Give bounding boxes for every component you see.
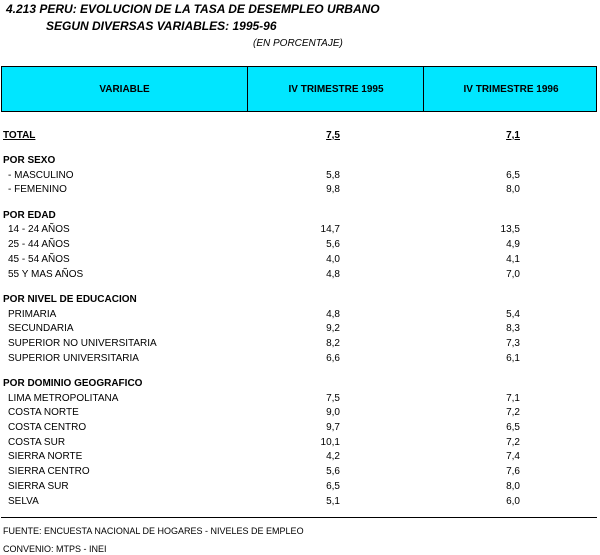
table-row [0,184,600,199]
value-1995: 6,6 [326,353,340,364]
row-label: SUPERIOR UNIVERSITARIA [8,353,139,364]
value-1996: 4,9 [506,239,520,250]
table-row [0,422,600,437]
header-variable: VARIABLE [99,83,150,95]
total-row [0,130,600,145]
value-1996: 6,5 [506,422,520,433]
value-1995: 4,8 [326,309,340,320]
table-bottom-rule [1,517,597,518]
value-1996: 4,1 [506,254,520,265]
table-row [0,254,600,269]
table-row [0,309,600,324]
row-label: 45 - 54 AÑOS [8,254,70,265]
table-row [0,269,600,284]
row-label: COSTA SUR [8,437,66,448]
value-1996: 5,4 [506,309,520,320]
row-label: SUPERIOR NO UNIVERSITARIA [8,338,157,349]
header-1996: IV TRIMESTRE 1996 [423,67,598,111]
row-label: 55 Y MAS AÑOS [8,269,84,280]
value-1996: 6,0 [506,496,520,507]
source-note: FUENTE: ENCUESTA NACIONAL DE HOGARES - NIVELES DE EMPLEO [3,526,304,536]
table-row [0,466,600,481]
section-heading [0,294,600,309]
value-1995: 4,8 [326,269,340,280]
value-1996: 7,2 [506,407,520,418]
row-label: PRIMARIA [8,309,57,320]
table-row [0,437,600,452]
value-1996: 6,5 [506,170,520,181]
value-1995: 4,2 [326,451,340,462]
row-label: - FEMENINO [8,184,67,195]
table-row [0,353,600,368]
value-1996: 7,2 [506,437,520,448]
value-1996: 6,1 [506,353,520,364]
value-1995: 8,2 [326,338,340,349]
value-1996: 8,0 [506,184,520,195]
row-label: - MASCULINO [8,170,74,181]
table-row [0,239,600,254]
value-1995: 9,7 [326,422,340,433]
row-label: SIERRA CENTRO [8,466,90,477]
table-row [0,338,600,353]
value-1995: 5,8 [326,170,340,181]
value-1996: 7,1 [506,130,520,141]
row-label: LIMA METROPOLITANA [8,393,119,404]
value-1995: 6,5 [326,481,340,492]
row-label: 25 - 44 AÑOS [8,239,70,250]
value-1996: 7,3 [506,338,520,349]
value-1995: 9,8 [326,184,340,195]
table-row [0,224,600,239]
row-label: 14 - 24 AÑOS [8,224,70,235]
value-1996: 7,4 [506,451,520,462]
value-1996: 7,6 [506,466,520,477]
agreement-note: CONVENIO: MTPS - INEI [3,544,107,554]
value-1995: 7,5 [326,393,340,404]
table-title-line1: 4.213 PERU: EVOLUCION DE LA TASA DE DESEMPLEO URBANO [6,2,380,16]
value-1995: 4,0 [326,254,340,265]
value-1995: 5,6 [326,239,340,250]
units-note: (EN PORCENTAJE) [253,38,343,49]
table-row [0,323,600,338]
table-row [0,451,600,466]
row-label: SIERRA NORTE [8,451,83,462]
section-heading [0,210,600,225]
value-1995: 5,1 [326,496,340,507]
value-1996: 7,1 [506,393,520,404]
value-1995: 5,6 [326,466,340,477]
row-label: COSTA NORTE [8,407,79,418]
value-1996: 13,5 [500,224,520,235]
row-label: TOTAL [3,130,36,141]
table-header [1,66,597,112]
row-label: SELVA [8,496,39,507]
value-1995: 10,1 [320,437,340,448]
table-row [0,481,600,496]
value-1996: 8,0 [506,481,520,492]
row-label: SIERRA SUR [8,481,69,492]
section-title: POR NIVEL DE EDUCACION [3,294,137,305]
table-row [0,496,600,511]
value-1995: 14,7 [320,224,340,235]
value-1995: 9,0 [326,407,340,418]
section-title: POR DOMINIO GEOGRAFICO [3,378,143,389]
value-1996: 7,0 [506,269,520,280]
table-row [0,393,600,408]
value-1995: 9,2 [326,323,340,334]
section-heading [0,155,600,170]
section-title: POR SEXO [3,155,56,166]
row-label: COSTA CENTRO [8,422,87,433]
table-row [0,407,600,422]
section-heading [0,378,600,393]
value-1995: 7,5 [326,130,340,141]
header-1995: IV TRIMESTRE 1995 [247,67,424,111]
value-1996: 8,3 [506,323,520,334]
row-label: SECUNDARIA [8,323,74,334]
table-title-line2: SEGUN DIVERSAS VARIABLES: 1995-96 [46,19,277,33]
table-row [0,170,600,185]
section-title: POR EDAD [3,210,56,221]
